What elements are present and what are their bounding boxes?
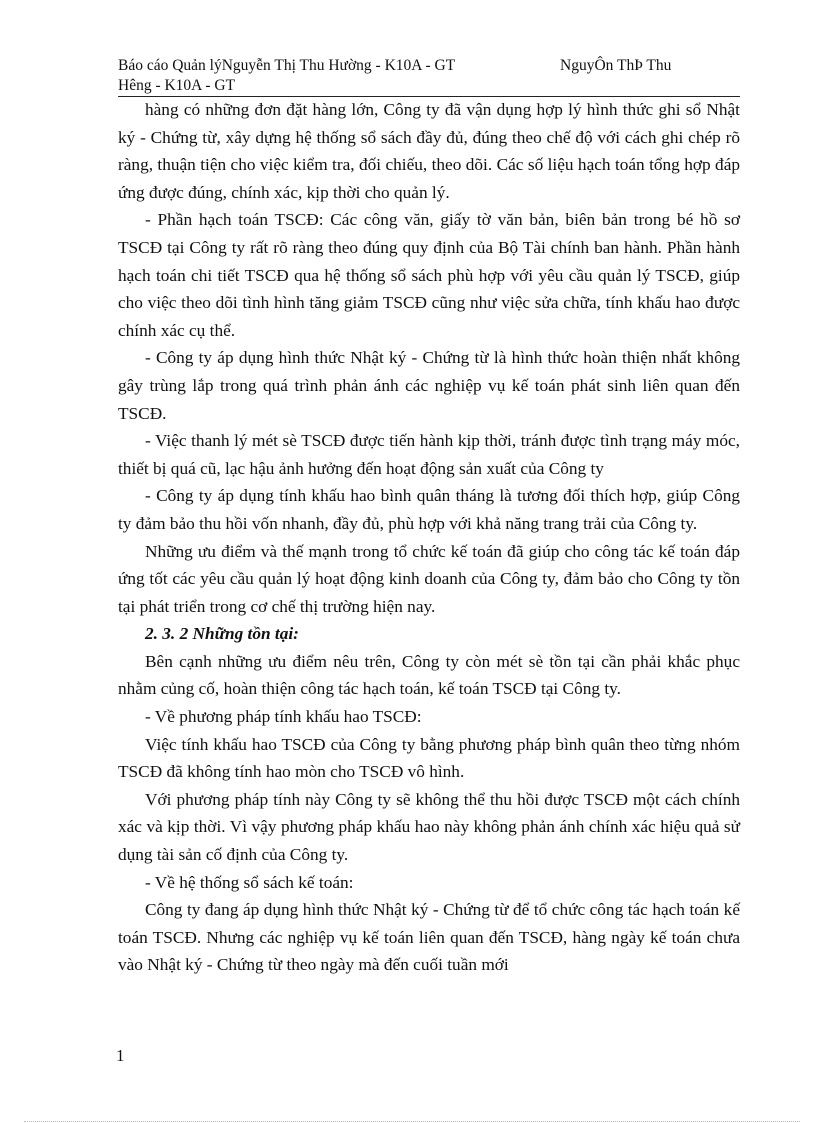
paragraph-continued: hàng có những đơn đặt hàng lớn, Công ty đã vận dụng hợp lý hình thức ghi sổ Nhật ký - Chứng từ, xây dựng hệ thống sổ sách đầy đủ, đúng theo chế độ với cách ghi chép rõ ràng, thuận tiện cho việc kiểm tra, đối chiếu, theo dõi. Các số liệu hạch toán tổng hợp đáp ứng được đúng, chính xác, kịp thời cho quản lý. [118,100,740,202]
paragraph-bookkeeping-heading: - Về hệ thống sổ sách kế toán: [145,872,354,892]
paragraph-depreciation-impact: Với phương pháp tính này Công ty sẽ không thể thu hồi được TSCĐ một cách chính xác và kịp thời. Vì vậy phương pháp khấu hao này không phản ánh chính xác hiệu quả sử dụng tài sản cố định của Công ty. [118,789,740,865]
header-continuation-text: Hêng - K10A - GT [118,77,236,94]
document-body [118,96,740,979]
header-right-text: NguyÔn ThÞ Thu [560,57,672,74]
section-heading: 2. 3. 2 Những tồn tại: [145,624,299,644]
paragraph-depreciation-method-heading: - Về phương pháp tính khấu hao TSCĐ: [145,707,422,727]
paragraph-tscd-records: - Phần hạch toán TSCĐ: Các công văn, giấy tờ văn bản, biên bản trong bé hồ sơ TSCĐ tại Công ty rất rõ ràng theo đúng quy định của Bộ Tài chính ban hành. Phần hành hạch toán chi tiết TSCĐ qua hệ thống sổ sách phù hợp với yêu cầu quản lý TSCĐ, giúp cho việc theo dõi tình hình tăng giảm TSCĐ cũng như việc sửa chữa, tính khấu hao được chính xác cụ thể. [118,210,740,340]
paragraph-liquidation: - Việc thanh lý mét sè TSCĐ được tiến hành kịp thời, tránh được tình trạng máy móc, thiết bị quá cũ, lạc hậu ảnh hưởng đến hoạt động sản xuất của Công ty [118,431,740,478]
paragraph-limitations-intro: Bên cạnh những ưu điểm nêu trên, Công ty còn mét sè tồn tại cần phải khắc phục nhằm củng cố, hoàn thiện công tác hạch toán, kế toán TSCĐ tại Công ty. [118,651,740,699]
page-number: 1 [116,1046,125,1065]
paragraph-depreciation-monthly: - Công ty áp dụng tính khấu hao bình quân tháng là tương đối thích hợp, giúp Công ty đảm bảo thu hồi vốn nhanh, đầy đủ, phù hợp với khả năng trang trải của Công ty. [118,486,740,533]
paragraph-journal-form: - Công ty áp dụng hình thức Nhật ký - Chứng từ là hình thức hoàn thiện nhất không gây trùng lắp trong quá trình phản ánh các nghiệp vụ kế toán phát sinh liên quan đến TSCĐ. [118,348,740,423]
paragraph-bookkeeping-detail: Công ty đang áp dụng hình thức Nhật ký - Chứng từ để tổ chức công tác hạch toán kế toán TSCĐ. Nhưng các nghiệp vụ kế toán liên quan đến TSCĐ, hàng ngày kế toán chưa vào Nhật ký - Chứng từ theo ngày mà đến cuối tuần mới [118,900,740,975]
page-bottom-border [24,1121,800,1122]
paragraph-strengths-summary: Những ưu điểm và thế mạnh trong tổ chức kế toán đã giúp cho công tác kế toán đáp ứng tốt các yêu cầu quản lý hoạt động kinh doanh của Công ty, đảm bảo cho Công ty tồn tại phát triển trong cơ chế thị trường hiện nay. [118,541,740,616]
page-header [118,56,738,96]
paragraph-depreciation-group: Việc tính khấu hao TSCĐ của Công ty bằng phương pháp bình quân theo từng nhóm TSCĐ đã không tính hao mòn cho TSCĐ vô hình. [118,734,740,782]
header-left-text: Báo cáo Quản lýNguyễn Thị Thu Hường - K10A - GT [118,57,456,74]
